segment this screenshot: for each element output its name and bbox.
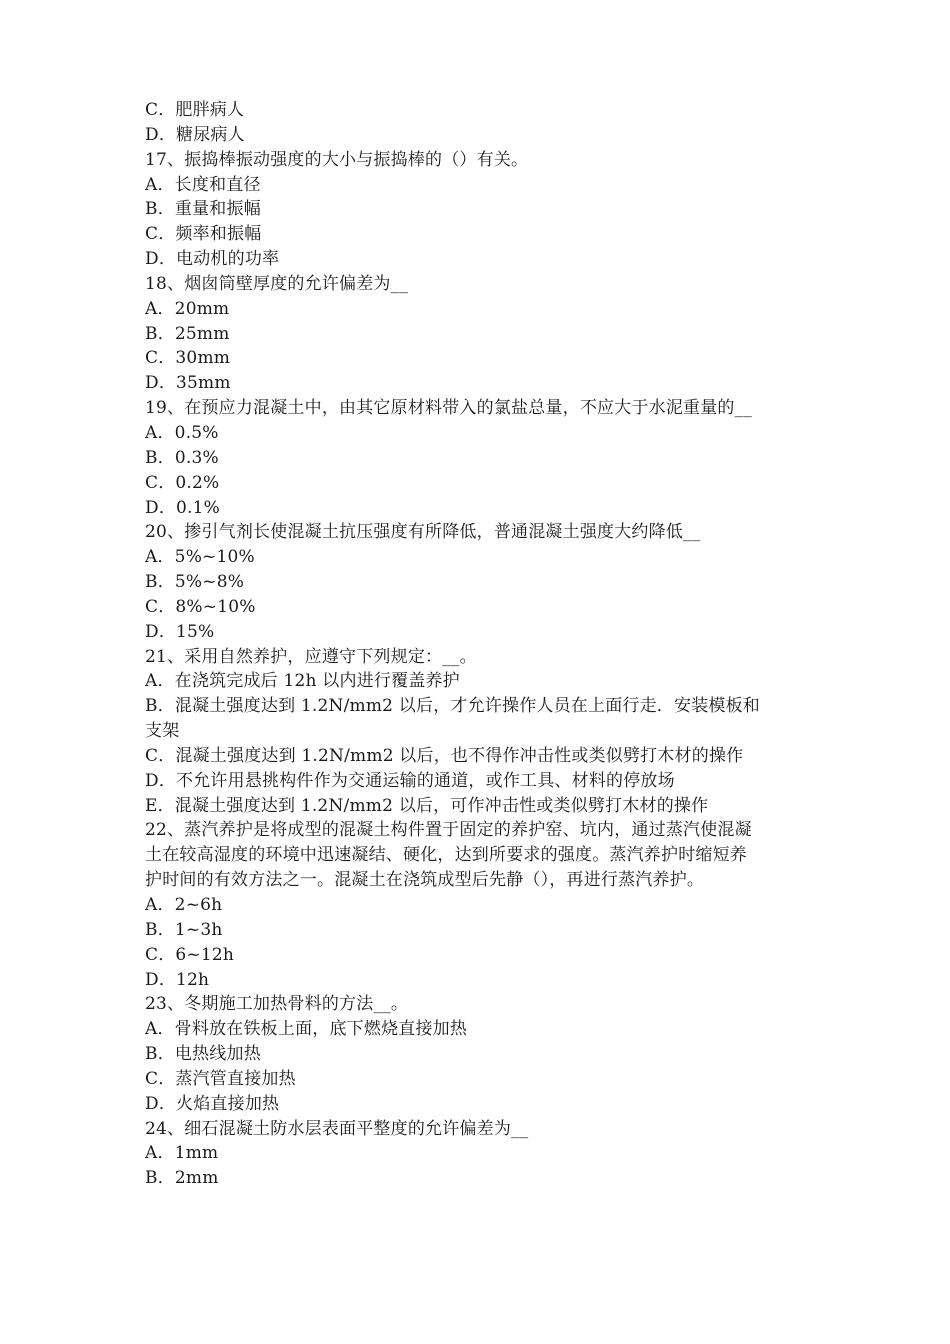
question-23: 23、冬期施工加热骨料的方法__。 xyxy=(145,994,409,1015)
text-line: A．骨料放在铁板上面，底下燃烧直接加热 xyxy=(145,1019,468,1040)
text-line: A．5%~10% xyxy=(145,547,255,568)
text-line: B．电热线加热 xyxy=(145,1044,261,1065)
text-line: A．0.5% xyxy=(145,422,219,443)
question-19: 19、在预应力混凝土中，由其它原材料带入的氯盐总量，不应大于水泥重量的__ xyxy=(145,398,753,419)
text-line: B．2mm xyxy=(145,1168,219,1189)
text-line: E．混凝土强度达到 1.2N/mm2 以后，可作冲击性或类似劈打木材的操作 xyxy=(145,795,709,816)
question-18: 18、烟囱筒壁厚度的允许偏差为__ xyxy=(145,273,409,294)
text-line: D．12h xyxy=(145,969,210,990)
text-line: D．火焰直接加热 xyxy=(145,1093,280,1114)
text-line: 支架 xyxy=(145,721,180,742)
text-line: B．25mm xyxy=(145,323,230,344)
question-22: 22、蒸汽养护是将成型的混凝土构件置于固定的养护窑、坑内，通过蒸汽使混凝 xyxy=(145,820,752,841)
text-line: B．0.3% xyxy=(145,447,219,468)
text-line: A．在浇筑完成后 12h 以内进行覆盖养护 xyxy=(145,671,460,692)
text-line: C．混凝土强度达到 1.2N/mm2 以后，也不得作冲击性或类似劈打木材的操作 xyxy=(145,745,744,766)
text-line: D．糖尿病人 xyxy=(145,124,245,145)
text-line: D．电动机的功率 xyxy=(145,249,280,270)
text-line: D．35mm xyxy=(145,373,231,394)
text-line: 护时间的有效方法之一。混凝土在浇筑成型后先静（），再进行蒸汽养护。 xyxy=(145,870,705,891)
text-line: A．20mm xyxy=(145,298,230,319)
text-line: C．蒸汽管直接加热 xyxy=(145,1068,296,1089)
text-line: B．混凝土强度达到 1.2N/mm2 以后，才允许操作人员在上面行走．安装模板和 xyxy=(145,696,760,717)
text-line: D．0.1% xyxy=(145,497,221,518)
text-line: C．8%~10% xyxy=(145,596,256,617)
question-24: 24、细石混凝土防水层表面平整度的允许偏差为__ xyxy=(145,1118,529,1139)
text-line: 土在较高湿度的环境中迅速凝结、硬化，达到所要求的强度。蒸汽养护时缩短养 xyxy=(145,845,747,866)
text-line: A．2~6h xyxy=(145,895,223,915)
text-line: C．6~12h xyxy=(145,944,235,965)
text-line: C．30mm xyxy=(145,348,231,369)
text-line: B．重量和振幅 xyxy=(145,199,261,220)
question-17: 17、振捣棒振动强度的大小与振捣棒的（）有关。 xyxy=(145,149,529,170)
text-line: D．不允许用悬挑构件作为交通运输的通道，或作工具、材料的停放场 xyxy=(145,770,675,791)
question-20: 20、掺引气剂长使混凝土抗压强度有所降低，普通混凝土强度大约降低__ xyxy=(145,522,701,543)
text-line: B．1~3h xyxy=(145,919,223,940)
text-line: C．肥胖病人 xyxy=(145,100,245,120)
text-line: A．长度和直径 xyxy=(145,174,261,195)
document-body xyxy=(145,98,810,1191)
question-21: 21、采用自然养护，应遵守下列规定：__。 xyxy=(145,646,477,667)
text-line: C．频率和振幅 xyxy=(145,224,262,245)
text-line: D．15% xyxy=(145,621,215,642)
text-line: C．0.2% xyxy=(145,472,220,493)
text-line: A．1mm xyxy=(145,1143,219,1164)
text-line: B．5%~8% xyxy=(145,572,245,593)
